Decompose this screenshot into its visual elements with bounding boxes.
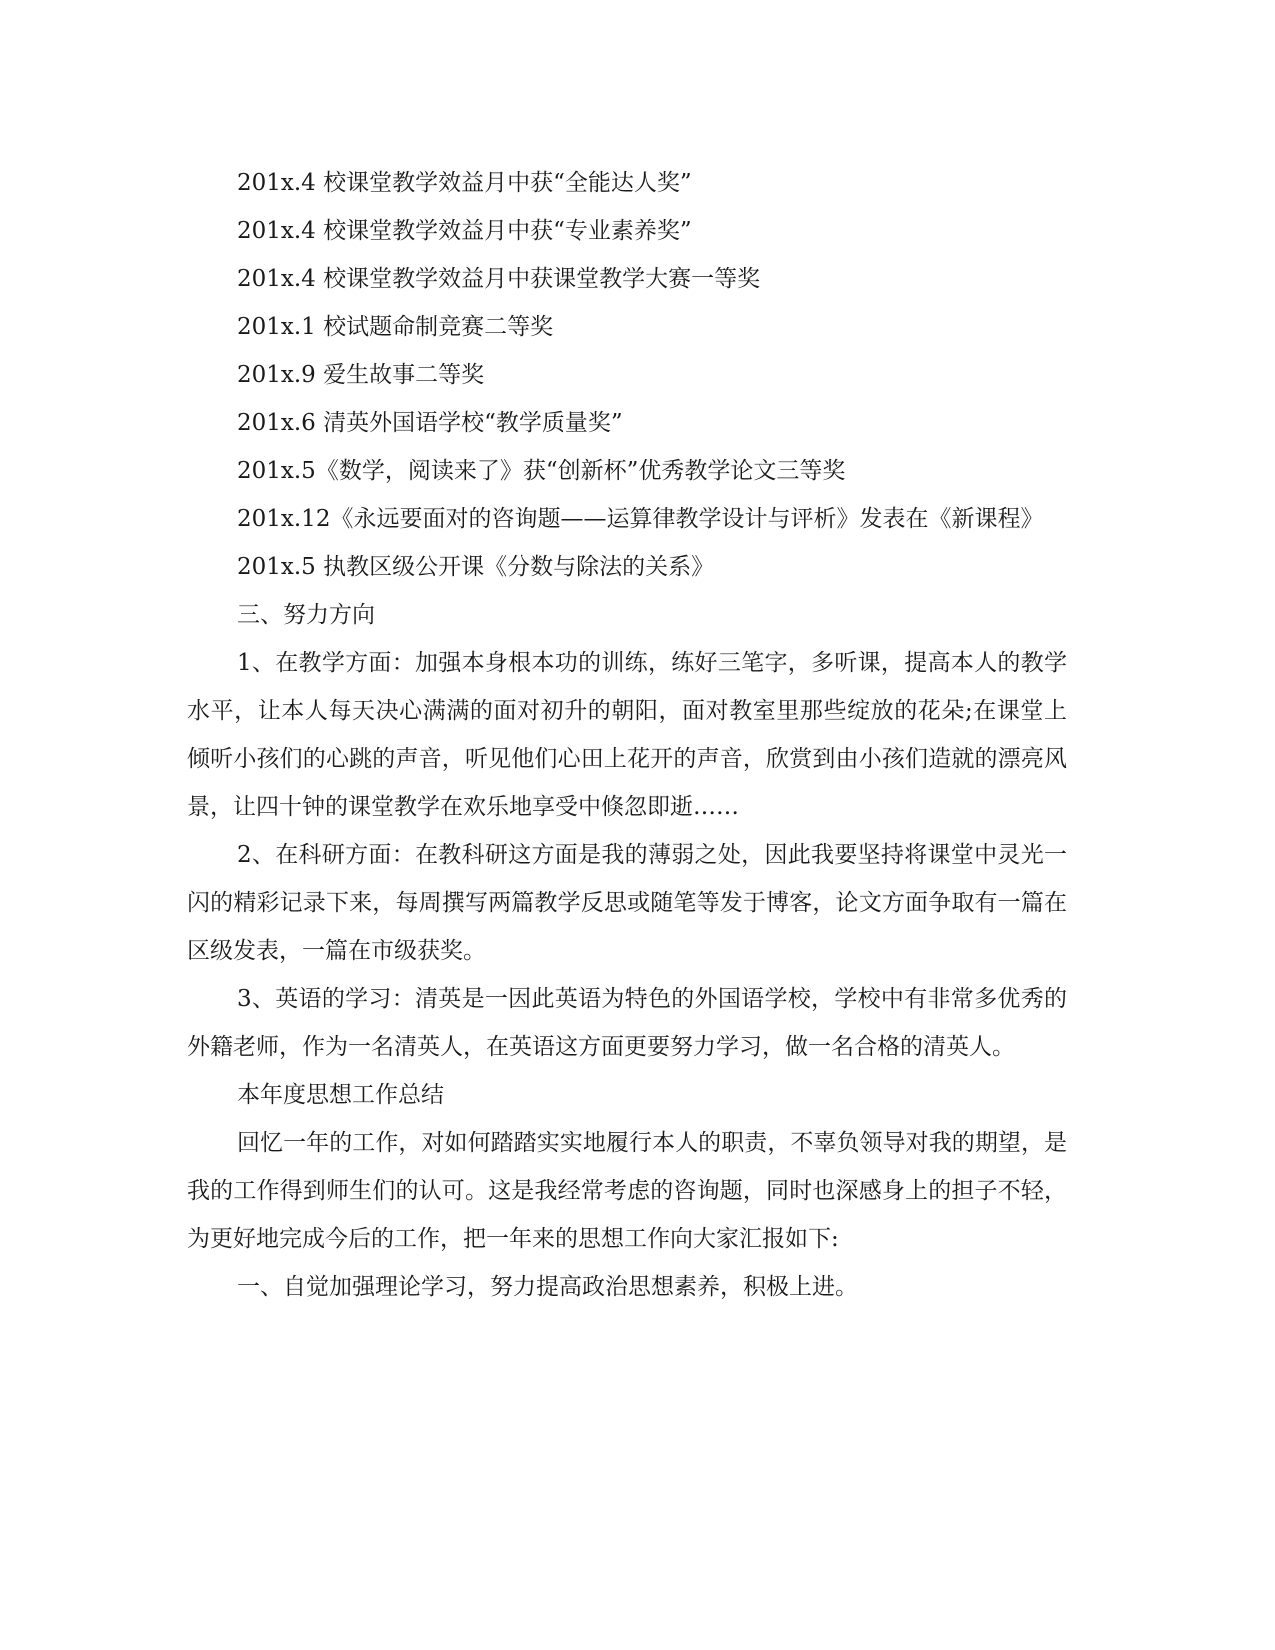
award-item: 201x.9 爱生故事二等奖 [237,362,485,388]
summary-title: 本年度思想工作总结 [237,1082,444,1108]
summary-intro: 回忆一年的工作，对如何踏踏实实地履行本人的职责，不辜负领导对我的期望，是我的工作得到师生们的认可。这是我经常考虑的咨询题，同时也深感身上的担子不轻，为更好地完成今后的工作，把一年来的思想工作向大家汇报如下: [187,1130,1067,1252]
awards-list [187,159,1067,591]
summary-point-one: 一、自觉加强理论学习，努力提高政治思想素养，积极上进。 [237,1274,858,1300]
award-item: 201x.4 校课堂教学效益月中获“全能达人奖” [237,170,692,196]
award-item: 201x.4 校课堂教学效益月中获“专业素养奖” [237,218,692,244]
award-item: 201x.4 校课堂教学效益月中获课堂教学大赛一等奖 [237,266,761,292]
award-item: 201x.1 校试题命制竞赛二等奖 [237,314,554,340]
award-item: 201x.5《数学，阅读来了》获“创新杯”优秀教学论文三等奖 [237,458,846,484]
teaching-paragraph: 1、在教学方面：加强本身根本功的训练，练好三笔字，多听课，提高本人的教学水平，让本人每天决心满满的面对初升的朝阳，面对教室里那些绽放的花朵;在课堂上倾听小孩们的心跳的声音，听见他们心田上花开的声音，欣赏到由小孩们造就的漂亮风景，让四十钟的课堂教学在欢乐地享受中倏忽即逝…… [187,650,1067,820]
english-paragraph: 3、英语的学习：清英是一因此英语为特色的外国语学校，学校中有非常多优秀的外籍老师，作为一名清英人，在英语这方面更要努力学习，做一名合格的清英人。 [187,986,1067,1060]
research-paragraph: 2、在科研方面：在教科研这方面是我的薄弱之处，因此我要坚持将课堂中灵光一闪的精彩记录下来，每周撰写两篇教学反思或随笔等发于博客，论文方面争取有一篇在区级发表，一篇在市级获奖。 [187,842,1067,964]
award-item: 201x.6 清英外国语学校“教学质量奖” [237,410,623,436]
document-body [187,159,1067,1311]
award-item: 201x.12《永远要面对的咨询题——运算律教学设计与评析》发表在《新课程》 [237,506,1044,532]
award-item: 201x.5 执教区级公开课《分数与除法的关系》 [237,554,715,580]
section-heading: 三、努力方向 [237,602,375,628]
